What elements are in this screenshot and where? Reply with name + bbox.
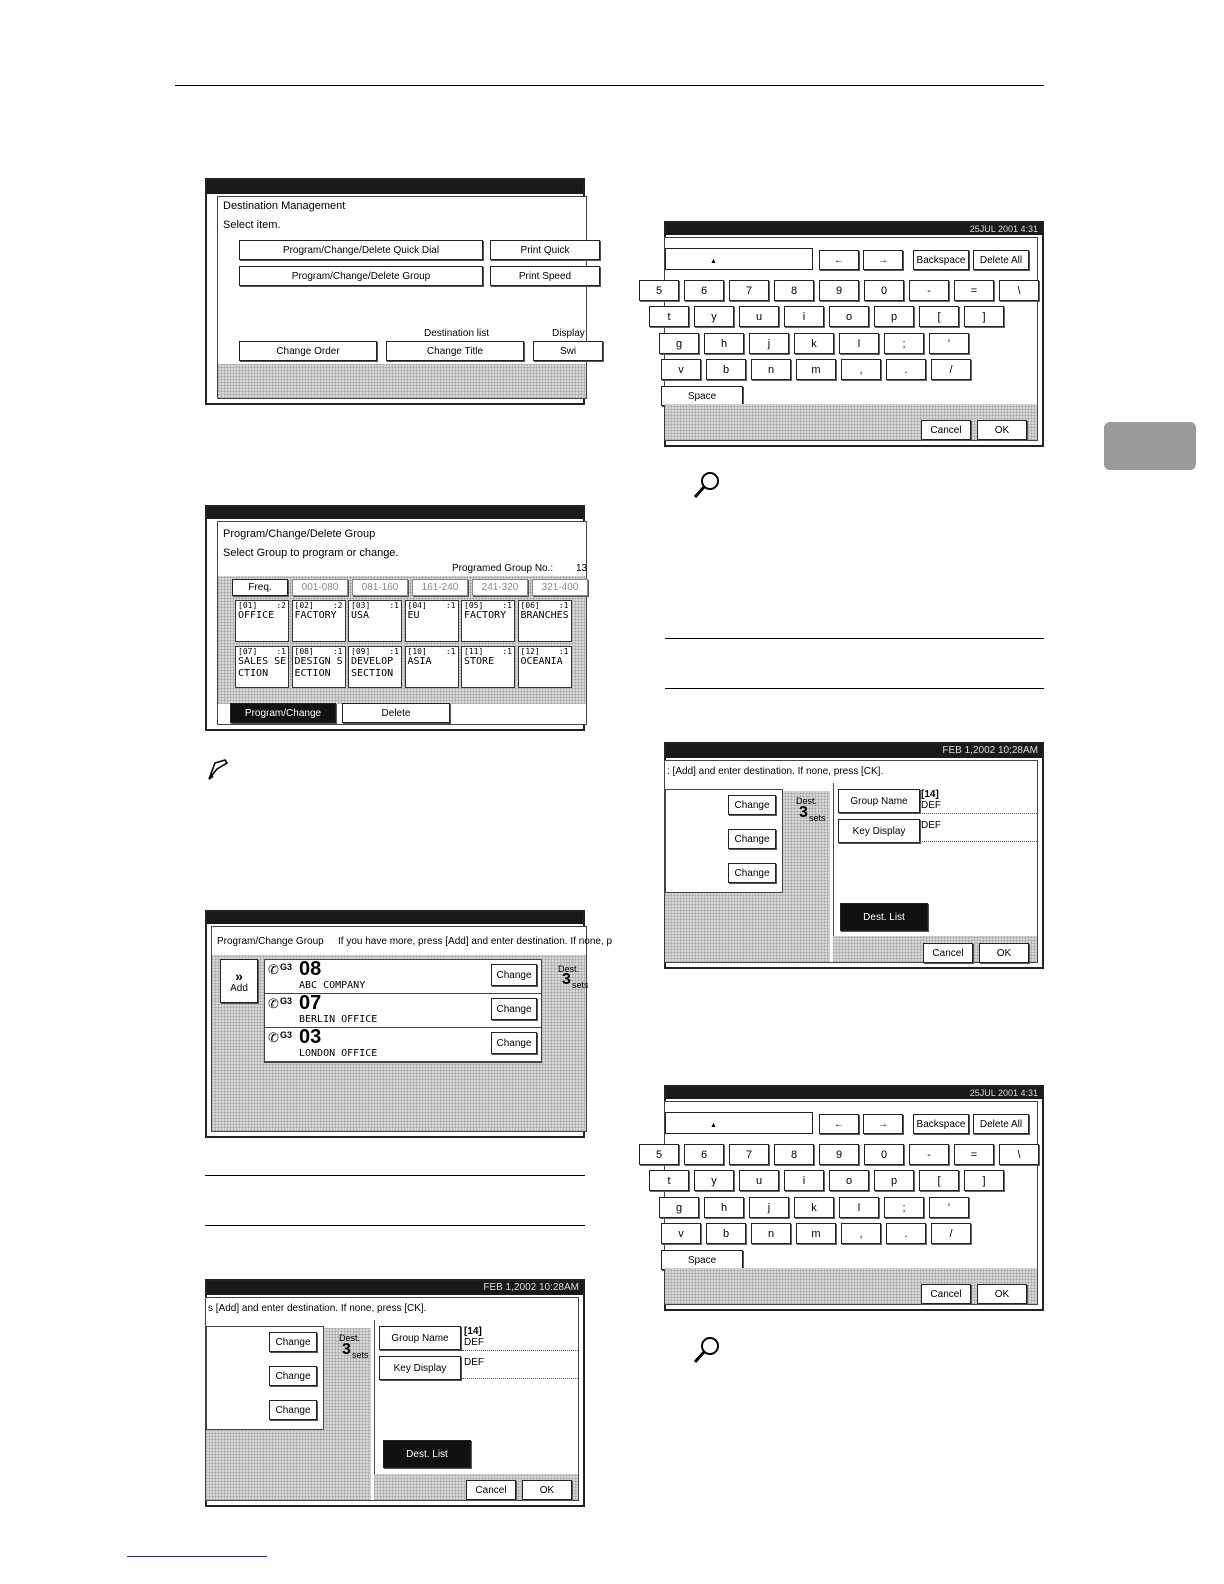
group-name: DESIGN S ECTION [294, 656, 343, 679]
group-count: :1 [558, 647, 569, 656]
group-number: [02] [294, 601, 314, 610]
line-type: G3 [280, 962, 293, 972]
magnifier-icon [692, 1335, 722, 1365]
change-button-3[interactable]: Change [728, 863, 776, 883]
key-20[interactable]: g [659, 1197, 699, 1218]
phone-icon: ✆ [268, 962, 279, 977]
key-31[interactable]: b [706, 359, 746, 380]
key-1[interactable]: 6 [684, 1144, 724, 1165]
key-21[interactable]: h [704, 333, 744, 354]
destination-list [264, 959, 542, 1063]
key-0[interactable]: 5 [639, 280, 679, 301]
delete-button[interactable]: Delete [342, 703, 450, 723]
note-icon [205, 757, 231, 783]
group-key[interactable] [292, 600, 346, 642]
dest-count: 3 [799, 804, 808, 821]
dialog-title: Destination Management [223, 200, 346, 212]
range-tab-4[interactable]: 241-320 [472, 579, 528, 596]
programmed-group-label: Programed Group No.: [452, 563, 554, 574]
dialog-panel [217, 521, 587, 725]
change-button-3[interactable]: Change [269, 1400, 317, 1420]
key-22[interactable]: j [749, 1197, 789, 1218]
group-key[interactable] [405, 646, 459, 688]
delete-all-button[interactable]: Delete All [973, 1114, 1029, 1134]
dest-count: 3 [562, 971, 571, 988]
dialog-title: Program/Change Group [217, 936, 324, 947]
group-key-header [462, 647, 514, 656]
print-speed-button[interactable]: Print Speed [490, 266, 600, 286]
range-tab-0[interactable]: Freq. [232, 579, 288, 596]
key-14[interactable]: o [829, 306, 869, 327]
keyboard-panel [655, 237, 1038, 441]
cancel-button[interactable]: Cancel [466, 1480, 516, 1500]
cursor-right-button[interactable]: → [863, 250, 903, 270]
dialog-message: If you have more, press [Add] and enter destination. If none, p [338, 936, 613, 947]
key-34[interactable]: , [841, 1223, 881, 1244]
range-tab-5[interactable]: 321-400 [532, 579, 588, 596]
key-1[interactable]: 6 [684, 280, 724, 301]
key-33[interactable]: m [796, 359, 836, 380]
destination-list-label: Destination list [424, 328, 490, 339]
section-rule [205, 1175, 585, 1176]
group-key[interactable] [235, 646, 289, 688]
add-button[interactable] [220, 959, 258, 1003]
group-count: :2 [276, 601, 286, 610]
dest-list-button[interactable]: Dest. List [383, 1440, 471, 1468]
key-25[interactable]: ; [884, 333, 924, 354]
key-6[interactable]: - [909, 1144, 949, 1165]
line-type: G3 [280, 1030, 293, 1040]
key-display-button[interactable]: Key Display [379, 1356, 461, 1380]
group-name: EU [407, 610, 420, 621]
dialog-panel [211, 926, 613, 1132]
group-name: FACTORY [294, 610, 337, 621]
group-name: DEVELOP SECTION [351, 656, 394, 679]
key-25[interactable]: ; [884, 1197, 924, 1218]
programmed-group-value: 13 [576, 563, 588, 574]
screenshot-program-change-group [205, 910, 613, 1138]
screenshot-keyboard-1 [655, 221, 1044, 447]
backspace-button[interactable]: Backspace [913, 1114, 969, 1134]
ok-button[interactable]: OK [977, 420, 1027, 440]
group-name-value: DEF [464, 1337, 484, 1348]
program-group-button[interactable]: Program/Change/Delete Group [239, 266, 483, 286]
key-26[interactable]: ' [929, 1197, 969, 1218]
group-count: :1 [445, 647, 456, 656]
group-number: [14] [464, 1326, 482, 1337]
header-rule [175, 85, 1044, 86]
group-key-header [349, 647, 401, 656]
keyboard-panel [655, 1101, 1038, 1305]
key-24[interactable]: l [839, 333, 879, 354]
key-4[interactable]: 9 [819, 1144, 859, 1165]
key-13[interactable]: i [784, 1170, 824, 1191]
group-count: :1 [276, 647, 286, 656]
group-key-header [236, 647, 288, 656]
group-name: SALES SE CTION [238, 656, 287, 679]
group-name: OFFICE [238, 610, 275, 621]
key-10[interactable]: t [649, 306, 689, 327]
key-4[interactable]: 9 [819, 280, 859, 301]
group-key[interactable] [405, 600, 459, 642]
key-35[interactable]: . [886, 359, 926, 380]
key-23[interactable]: k [794, 333, 834, 354]
key-6[interactable]: - [909, 280, 949, 301]
destination-name: LONDON OFFICE [299, 1048, 378, 1059]
key-8[interactable]: \ [999, 280, 1039, 301]
status-bar: 25JUL 2001 4:31 [666, 223, 1042, 235]
key-13[interactable]: i [784, 306, 824, 327]
group-name-value: DEF [921, 800, 941, 811]
key-3[interactable]: 8 [774, 1144, 814, 1165]
group-count: :1 [445, 601, 456, 610]
title-strip [207, 180, 583, 194]
ok-button[interactable]: OK [522, 1480, 572, 1500]
destination-row [265, 994, 541, 1028]
dest-unit: sets [352, 1350, 369, 1360]
status-bar: FEB 1,2002 10:28AM [666, 744, 1042, 758]
destination-number: 08 [299, 958, 322, 980]
change-button[interactable]: Change [491, 1032, 537, 1054]
destination-number: 03 [299, 1026, 322, 1048]
separator [462, 1378, 578, 1379]
key-24[interactable]: l [839, 1197, 879, 1218]
group-key-header [462, 601, 514, 610]
group-name: FACTORY [464, 610, 507, 621]
dialog-title: Program/Change/Delete Group [223, 528, 376, 540]
range-tab-2[interactable]: 081-160 [352, 579, 408, 596]
group-key[interactable] [518, 646, 572, 688]
dialog-message: : [Add] and enter destination. If none, press [CK]. [667, 766, 884, 777]
group-count: :1 [389, 647, 399, 656]
double-chevron-icon: » [235, 967, 243, 984]
group-key-header [406, 647, 458, 656]
key-0[interactable]: 5 [639, 1144, 679, 1165]
dialog-panel [217, 196, 587, 399]
destination-row [265, 960, 541, 994]
key-display-value: DEF [921, 820, 941, 831]
screenshot-destination-management [205, 178, 585, 405]
status-bar: 25JUL 2001 4:31 [666, 1087, 1042, 1099]
range-tab-3[interactable]: 161-240 [412, 579, 468, 596]
key-34[interactable]: , [841, 359, 881, 380]
group-key[interactable] [461, 646, 515, 688]
group-key[interactable] [461, 600, 515, 642]
group-number: [06] [520, 601, 540, 610]
group-name: USA [351, 610, 370, 621]
range-tab-1[interactable]: 001-080 [292, 579, 348, 596]
dest-unit: sets [572, 980, 589, 990]
dest-label: Dest. [339, 1333, 361, 1343]
phone-icon: ✆ [268, 996, 279, 1011]
delete-all-button[interactable]: Delete All [973, 250, 1029, 270]
key-display-value: DEF [464, 1357, 484, 1368]
key-14[interactable]: o [829, 1170, 869, 1191]
group-number: [01] [238, 601, 258, 610]
change-button-2[interactable]: Change [728, 829, 776, 849]
group-name: STORE [464, 656, 495, 667]
key-23[interactable]: k [794, 1197, 834, 1218]
separator [919, 813, 1037, 814]
key-15[interactable]: p [874, 1170, 914, 1191]
backspace-button[interactable]: Backspace [913, 250, 969, 270]
cursor-icon: ▲ [710, 258, 717, 265]
group-count: :1 [332, 647, 343, 656]
key-10[interactable]: t [649, 1170, 689, 1191]
ok-button[interactable]: OK [979, 943, 1029, 963]
group-count: :1 [502, 647, 512, 656]
key-2[interactable]: 7 [729, 280, 769, 301]
change-button-2[interactable]: Change [269, 1366, 317, 1386]
key-17[interactable]: ] [964, 306, 1004, 327]
group-number: [07] [238, 647, 258, 656]
text-input[interactable] [665, 1112, 813, 1134]
key-16[interactable]: [ [919, 306, 959, 327]
magnifier-icon [692, 470, 722, 500]
dialog-subtitle: Select Group to program or change. [223, 547, 399, 559]
group-name: ASIA [407, 656, 432, 667]
destination-name: BERLIN OFFICE [299, 1014, 378, 1025]
key-3[interactable]: 8 [774, 280, 814, 301]
group-count: :1 [502, 601, 512, 610]
ok-button[interactable]: OK [977, 1284, 1027, 1304]
screenshot-group-details-right [664, 742, 1044, 969]
dest-list-button[interactable]: Dest. List [840, 903, 928, 931]
key-17[interactable]: ] [964, 1170, 1004, 1191]
title-strip [207, 507, 583, 519]
group-key-header [406, 601, 458, 610]
switch-button[interactable]: Swi [533, 341, 603, 361]
key-21[interactable]: h [704, 1197, 744, 1218]
key-35[interactable]: . [886, 1223, 926, 1244]
key-5[interactable]: 0 [864, 1144, 904, 1165]
change-title-button[interactable]: Change Title [386, 341, 524, 361]
key-12[interactable]: u [739, 306, 779, 327]
status-area [218, 364, 586, 398]
key-30[interactable]: v [661, 1223, 701, 1244]
separator [462, 1350, 578, 1351]
key-31[interactable]: b [706, 1223, 746, 1244]
group-number: [10] [407, 647, 427, 656]
change-button[interactable]: Change [491, 964, 537, 986]
dialog-panel [664, 760, 1038, 963]
group-count: :1 [558, 601, 569, 610]
group-name-button[interactable]: Group Name [379, 1326, 461, 1350]
key-display-button[interactable]: Key Display [838, 819, 920, 843]
line-type: G3 [280, 996, 293, 1006]
dialog-panel [205, 1297, 579, 1501]
group-number: [08] [294, 647, 314, 656]
phone-icon: ✆ [268, 1030, 279, 1045]
group-number: [12] [520, 647, 540, 656]
dest-unit: sets [809, 813, 826, 823]
footer-link-line [127, 1556, 267, 1557]
group-key-header [349, 601, 401, 610]
chapter-tab [1104, 422, 1196, 470]
dest-label: Dest. [796, 796, 818, 806]
key-2[interactable]: 7 [729, 1144, 769, 1165]
print-quick-button[interactable]: Print Quick [490, 240, 600, 260]
group-key[interactable] [348, 600, 402, 642]
key-15[interactable]: p [874, 306, 914, 327]
key-8[interactable]: \ [999, 1144, 1039, 1165]
key-20[interactable]: g [659, 333, 699, 354]
key-36[interactable]: / [931, 359, 971, 380]
separator [919, 841, 1037, 842]
key-5[interactable]: 0 [864, 280, 904, 301]
destination-name: ABC COMPANY [299, 980, 366, 991]
key-33[interactable]: m [796, 1223, 836, 1244]
program-quick-dial-button[interactable]: Program/Change/Delete Quick Dial [239, 240, 483, 260]
key-7[interactable]: = [954, 280, 994, 301]
status-bar: FEB 1,2002 10:28AM [207, 1281, 583, 1295]
key-36[interactable]: / [931, 1223, 971, 1244]
screenshot-group-details-left [205, 1279, 585, 1507]
group-number: [05] [464, 601, 484, 610]
group-key[interactable] [235, 600, 289, 642]
section-rule [665, 688, 1044, 689]
group-key[interactable] [518, 600, 572, 642]
screenshot-keyboard-2 [655, 1085, 1044, 1311]
dest-count: 3 [342, 1341, 351, 1358]
cancel-button[interactable]: Cancel [921, 420, 971, 440]
cancel-button[interactable]: Cancel [921, 1284, 971, 1304]
change-order-button[interactable]: Change Order [239, 341, 377, 361]
group-key-header [293, 601, 345, 610]
key-32[interactable]: n [751, 359, 791, 380]
key-32[interactable]: n [751, 1223, 791, 1244]
cursor-left-button[interactable]: ← [819, 1114, 859, 1134]
group-number: [03] [351, 601, 371, 610]
cursor-icon: ▲ [710, 1122, 717, 1129]
cursor-right-button[interactable]: → [863, 1114, 903, 1134]
group-key-header [236, 601, 288, 610]
change-button-1[interactable]: Change [728, 795, 776, 815]
key-26[interactable]: ' [929, 333, 969, 354]
dest-label: Dest. [558, 964, 580, 974]
group-key-header [519, 647, 571, 656]
group-count: :2 [332, 601, 343, 610]
group-key-header [519, 601, 571, 610]
key-12[interactable]: u [739, 1170, 779, 1191]
cursor-left-button[interactable]: ← [819, 250, 859, 270]
group-number: [09] [351, 647, 371, 656]
change-button[interactable]: Change [491, 998, 537, 1020]
section-rule [205, 1225, 585, 1226]
destination-number: 07 [299, 992, 322, 1014]
section-rule [665, 638, 1044, 639]
group-name-button[interactable]: Group Name [838, 789, 920, 813]
dialog-message: s [Add] and enter destination. If none, press [CK]. [208, 1303, 427, 1314]
group-number: [14] [921, 789, 939, 800]
destination-row [265, 1028, 541, 1062]
change-button-1[interactable]: Change [269, 1332, 317, 1352]
group-name: OCEANIA [520, 656, 563, 667]
group-key[interactable] [292, 646, 346, 688]
group-key[interactable] [348, 646, 402, 688]
key-16[interactable]: [ [919, 1170, 959, 1191]
screenshot-program-group [205, 505, 588, 731]
group-key-header [293, 647, 345, 656]
add-label: Add [230, 982, 248, 994]
program-change-button[interactable]: Program/Change [230, 703, 336, 723]
key-11[interactable]: y [694, 306, 734, 327]
key-30[interactable]: v [661, 359, 701, 380]
display-label: Display [552, 328, 585, 339]
text-input[interactable] [665, 248, 813, 270]
group-number: [11] [464, 647, 484, 656]
key-22[interactable]: j [749, 333, 789, 354]
cancel-button[interactable]: Cancel [923, 943, 973, 963]
key-11[interactable]: y [694, 1170, 734, 1191]
group-count: :1 [389, 601, 399, 610]
dialog-subtitle: Select item. [223, 219, 281, 231]
space-button[interactable]: Space [661, 386, 743, 406]
space-button[interactable]: Space [661, 1250, 743, 1270]
group-name: BRANCHES [520, 610, 569, 621]
key-7[interactable]: = [954, 1144, 994, 1165]
group-number: [04] [407, 601, 427, 610]
title-strip [207, 912, 583, 924]
